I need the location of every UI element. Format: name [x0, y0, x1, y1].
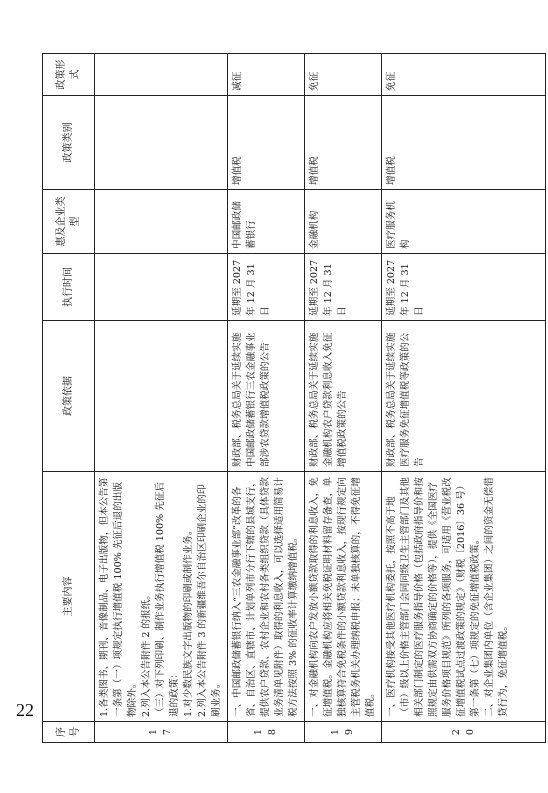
row-form: 免征	[382, 54, 546, 96]
row-content	[305, 472, 382, 722]
table-row	[95, 54, 228, 743]
table-row	[305, 54, 382, 743]
row-content	[228, 472, 305, 722]
table-row	[382, 54, 546, 743]
row-no: 18	[228, 722, 305, 743]
row-enterprise	[95, 190, 228, 254]
content-line: 二、对企业集团内单位（含企业集团）之间的资金无偿借贷行为，免征增值税。	[484, 477, 509, 717]
header-no: 序号	[43, 722, 95, 743]
content-line: （三）对下列印刷、制作业务执行增值税 100% 先征后退的政策：	[155, 482, 180, 717]
row-period: 延期至 2027 年 12 月 31 日	[305, 254, 382, 321]
row-category: 增值税	[228, 96, 305, 190]
row-basis: 财政部、税务总局关于延续实施医疗服务免征增值税等政策的公告	[382, 321, 546, 472]
row-no: 17	[95, 722, 228, 743]
row-enterprise: 金融机构	[305, 190, 382, 254]
row-no: 19	[305, 722, 382, 743]
row-category: 增值税	[382, 96, 546, 190]
row-period	[95, 254, 228, 321]
content-line: 2.列入本公告附件 3 的新疆维吾尔自治区印刷企业的印刷业务。	[197, 484, 222, 717]
row-basis: 财政部、税务总局关于延续实施金融机构农户贷款利息收入免征增值税政策的公告	[305, 321, 382, 472]
row-basis	[95, 321, 228, 472]
row-basis: 财政部、税务总局关于延续实施中国邮政储蓄银行三农金融事业部涉农贷款增值税政策的公告	[228, 321, 305, 472]
header-form: 政策形式	[43, 54, 95, 96]
content-line: 1.各类图书、期刊、音像制品、电子出版物，但本公告第一条第（一）项规定执行增值税 100% 先征后退的出版物除外。	[99, 477, 138, 717]
row-enterprise: 中国邮政储蓄银行	[228, 190, 305, 254]
header-row	[43, 54, 95, 743]
row-form: 免征	[305, 54, 382, 96]
content-line: 一、对金融机构向农户发放小额贷款取得的利息收入，免征增值税。金融机构应将相关免税证明材料留存备查，单独核算符合免税条件的小额贷款利息收入，按现行规定向主管税务机关办理纳税申报；未单独核算的，不得免征增值税。	[309, 477, 376, 717]
header-content: 主要内容	[43, 472, 95, 722]
content-line: 一、中国邮政储蓄银行纳入“三农金融事业部”改革的各省、自治区、直辖市、计划单列市分行下辖的县域支行，提供农户贷款、农村企业和农村各类组织贷款（具体贷款业务清单见附件）取得的利息收入，可以选择适用简易计税方法按照 3% 的征收率计算缴纳增值税。	[232, 477, 299, 717]
table-row	[228, 54, 305, 743]
policy-table	[42, 53, 546, 743]
row-period: 延期至 2027 年 12 月 31 日	[382, 254, 546, 321]
content-line: 1.对少数民族文字出版物的印刷或制作业务。	[183, 525, 194, 717]
content-line: 一、医疗机构接受其他医疗机构委托，按照不高于地（市）级以上价格主管部门会同同级卫生主管部门及其他相关部门制定的医疗服务指导价格（包括政府指导价和按照规定由供需双方协商确定的价格等），提供《全国医疗服务价格项目规范》所列的各项服务，可适用《营业税改征增值税试点过渡政策的规定》（财税〔2016〕36 号）第一条第（七）项规定的免征增值税政策。	[386, 477, 481, 717]
row-period: 延期至 2027 年 12 月 31 日	[228, 254, 305, 321]
row-category: 增值税	[305, 96, 382, 190]
row-content	[382, 472, 546, 722]
row-form	[95, 54, 228, 96]
row-no: 20	[382, 722, 546, 743]
row-content	[95, 472, 228, 722]
header-enterprise: 惠及企业类型	[43, 190, 95, 254]
page-number: 22	[16, 700, 34, 720]
header-period: 执行时间	[43, 254, 95, 321]
row-enterprise: 医疗服务机构	[382, 190, 546, 254]
header-category: 政策类别	[43, 96, 95, 190]
row-form: 减征	[228, 54, 305, 96]
row-category	[95, 96, 228, 190]
header-basis: 政策依据	[43, 321, 95, 472]
content-line: 2.列入本公告附件 2 的报纸。	[141, 590, 152, 717]
